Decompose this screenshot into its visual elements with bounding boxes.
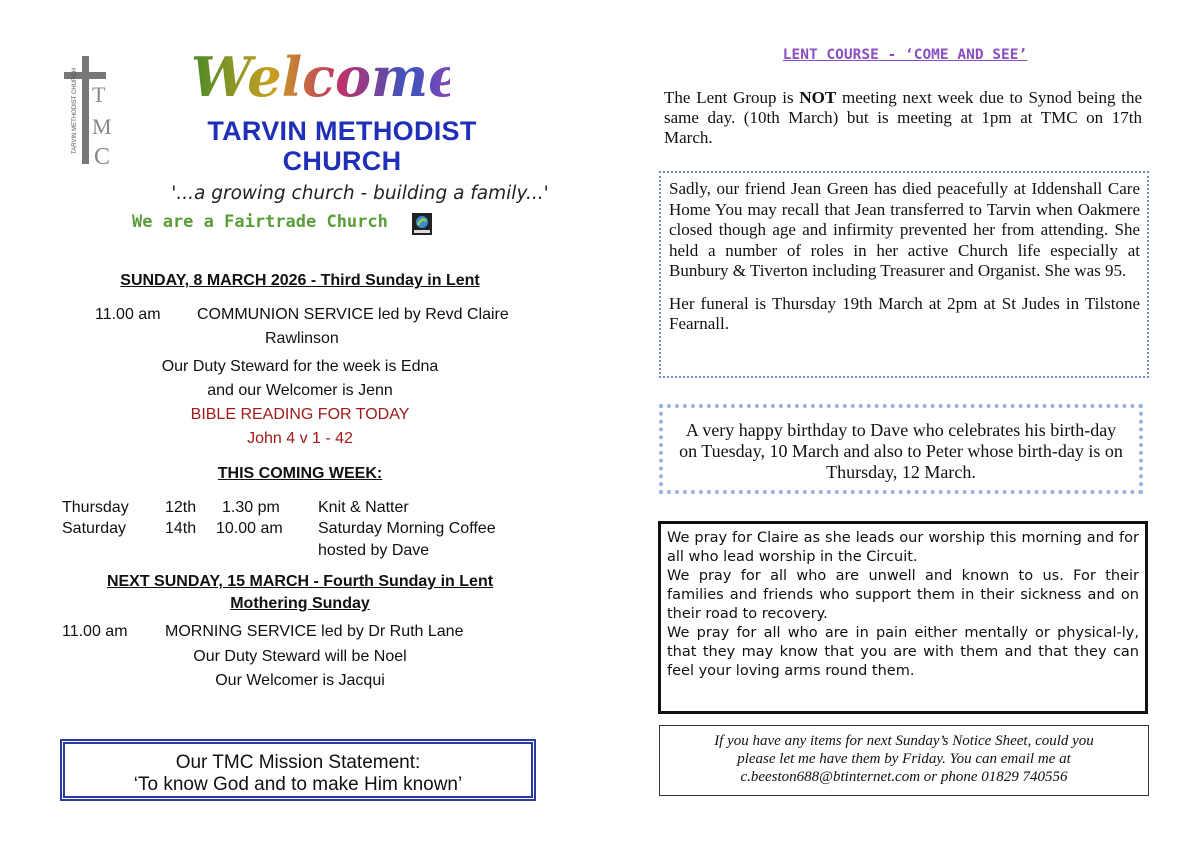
birthday-text: A very happy birthday to Dave who celebrates his birth-day on Tuesday, 10 March and also to Peter whose birth-day is on Thursday, 12 March. xyxy=(679,420,1123,482)
logo-letter-c: C xyxy=(94,144,111,170)
notice-contact: c.beeston688@btinternet.com or phone 01829 740556 xyxy=(740,769,1068,785)
lent-not-emphasis: NOT xyxy=(799,88,837,107)
event-title: Knit & Natter xyxy=(318,499,409,516)
prayer-text: We pray for Claire as she leads our worship this morning and for all who lead worship in the Circuit. xyxy=(667,530,1139,565)
bible-reading-heading: BIBLE READING FOR TODAY xyxy=(190,406,410,423)
logo-letter-t: T xyxy=(92,82,106,107)
fairtrade-statement: We are a Fairtrade Church xyxy=(132,212,388,232)
lent-course-text: The Lent Group is NOT meeting next week due to Synod being the same day. (10th March) but is meeting at 1pm at TMC on 17th March. xyxy=(664,88,1142,147)
next-sunday-heading: NEXT SUNDAY, 15 MARCH - Fourth Sunday in Lent xyxy=(106,573,494,590)
notice-line: please let me have them by Friday. You can email me at xyxy=(737,751,1071,767)
sunday-duty-steward: Our Duty Steward for the week is Edna xyxy=(161,358,439,375)
birthday-box xyxy=(659,404,1143,494)
sunday-heading: SUNDAY, 8 MARCH 2026 - Third Sunday in Lent xyxy=(120,272,480,289)
logo-side-text: TARVIN METHODIST CHURCH xyxy=(72,67,78,154)
funeral-details: Her funeral is Thursday 19th March at 2pm at St Judes in Tilstone Fearnall. xyxy=(669,293,1140,333)
event-day: Thursday xyxy=(62,499,129,516)
next-welcomer: Our Welcomer is Jacqui xyxy=(215,672,385,689)
church-name: TARVIN METHODIST CHURCH xyxy=(207,116,477,176)
event-date: 12th xyxy=(165,499,197,516)
fairtrade-logo-icon xyxy=(412,213,432,235)
obituary-box xyxy=(659,171,1149,378)
prayer-text: We pray for all who are unwell and known to us. For their families and friends who support them in their sickness and on their road to recovery. xyxy=(667,568,1139,622)
mission-text: ‘To know God and to make Him known’ xyxy=(133,774,463,795)
obituary-text: Sadly, our friend Jean Green has died peacefully at Iddenshall Care Home You may recall that Jean transferred to Tarvin when Oakmere closed though age and infirmity prevented her from attending. She held a number of roles in her active Church life especially at Bunbury & Tiverton including Treasurer and Organist. She was 95. xyxy=(669,179,1140,280)
mission-statement-box xyxy=(60,739,536,801)
mothering-sunday-heading: Mothering Sunday xyxy=(230,595,370,612)
event-time: 1.30 pm xyxy=(222,499,280,516)
sunday-service-leader: Rawlinson xyxy=(265,330,339,347)
sunday-service-description: COMMUNION SERVICE led by Revd Claire xyxy=(197,306,509,323)
coming-week-heading: THIS COMING WEEK: xyxy=(217,465,383,482)
next-service-time: 11.00 am xyxy=(62,623,128,640)
prayer-text: We pray for all who are in pain either mentally or physical-ly, that they may know that you are with them and that they can feel your loving arms round them. xyxy=(667,625,1139,679)
prayer-box xyxy=(658,521,1148,714)
event-title: Saturday Morning Coffee xyxy=(318,520,496,537)
sunday-welcomer: and our Welcomer is Jenn xyxy=(207,382,393,399)
event-day: Saturday xyxy=(62,520,127,537)
bible-reading-reference: John 4 v 1 - 42 xyxy=(247,430,353,447)
next-duty-steward: Our Duty Steward will be Noel xyxy=(193,648,407,665)
tmc-logo xyxy=(62,54,124,170)
next-service-description: MORNING SERVICE led by Dr Ruth Lane xyxy=(165,623,464,640)
lent-course-title: LENT COURSE - ‘COME AND SEE’ xyxy=(782,47,1028,63)
welcome-banner xyxy=(185,42,450,112)
notice-sheet-box xyxy=(659,725,1149,796)
sunday-service-time: 11.00 am xyxy=(95,306,161,323)
event-host: hosted by Dave xyxy=(318,542,430,559)
mission-title: Our TMC Mission Statement: xyxy=(175,752,421,773)
tagline: '...a growing church - building a family...' xyxy=(171,183,549,204)
logo-letter-m: M xyxy=(92,114,112,139)
welcome-text: Welcome xyxy=(191,45,450,109)
event-date: 14th xyxy=(165,520,197,537)
event-time: 10.00 am xyxy=(216,520,283,537)
notice-line: If you have any items for next Sunday’s Notice Sheet, could you xyxy=(714,733,1094,749)
